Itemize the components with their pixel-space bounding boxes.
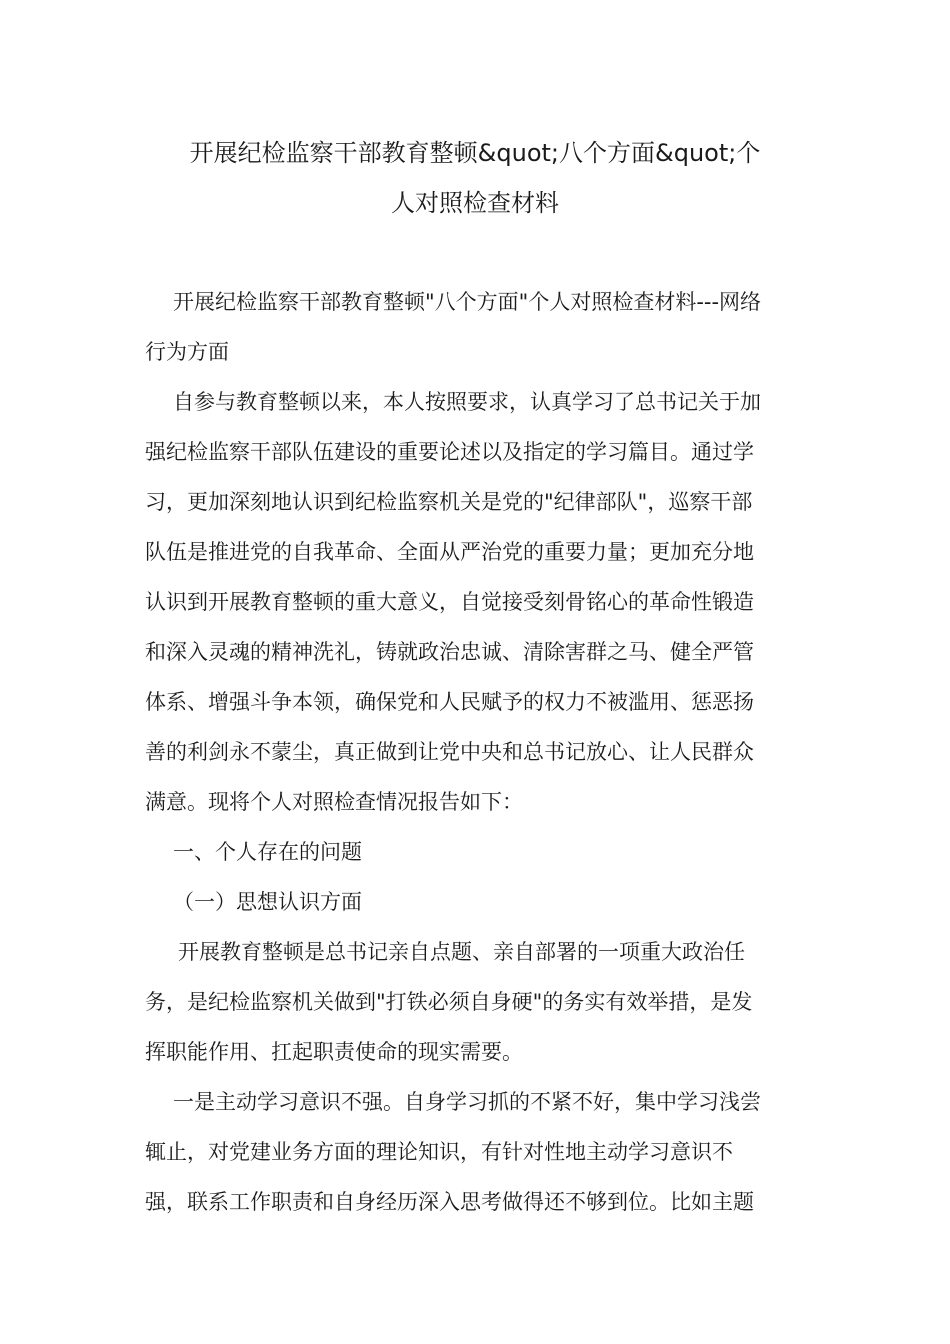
subsection-heading: （一）思想认识方面	[173, 890, 362, 914]
body-line: 善的利剑永不蒙尘，真正做到让党中央和总书记放心、让人民群众	[145, 740, 754, 764]
body-line: 辄止，对党建业务方面的理论知识，有针对性地主动学习意识不	[145, 1140, 733, 1164]
body-line: 强纪检监察干部队伍建设的重要论述以及指定的学习篇目。通过学	[145, 440, 754, 464]
body-line: 习，更加深刻地认识到纪检监察机关是党的"纪律部队"，巡察干部	[145, 490, 753, 514]
section-heading: 一、个人存在的问题	[173, 840, 362, 864]
body-line: 队伍是推进党的自我革命、全面从严治党的重要力量；更加充分地	[145, 540, 754, 564]
title-line-2: 人对照检查材料	[391, 189, 559, 217]
body-line: 自参与教育整顿以来，本人按照要求，认真学习了总书记关于加	[173, 390, 761, 414]
body-line: 和深入灵魂的精神洗礼，铸就政治忠诚、清除害群之马、健全严管	[145, 640, 754, 664]
document-body	[145, 277, 807, 1227]
body-line: 强，联系工作职责和自身经历深入思考做得还不够到位。比如主题	[145, 1190, 754, 1214]
body-line: 体系、增强斗争本领，确保党和人民赋予的权力不被滥用、惩恶扬	[145, 690, 754, 714]
body-line: 开展教育整顿是总书记亲自点题、亲自部署的一项重大政治任	[178, 940, 745, 964]
body-line: 认识到开展教育整顿的重大意义，自觉接受刻骨铭心的革命性锻造	[145, 590, 754, 614]
body-line: 开展纪检监察干部教育整顿"八个方面"个人对照检查材料---网络	[173, 290, 762, 314]
body-line: 挥职能作用、扛起职责使命的现实需要。	[145, 1040, 523, 1064]
body-line: 一是主动学习意识不强。自身学习抓的不紧不好，集中学习浅尝	[173, 1090, 761, 1114]
body-line: 务，是纪检监察机关做到"打铁必须自身硬"的务实有效举措，是发	[145, 990, 753, 1014]
body-line: 满意。现将个人对照检查情况报告如下：	[145, 790, 523, 814]
document-title	[145, 128, 805, 228]
body-line: 行为方面	[145, 340, 229, 364]
title-line-1: 开展纪检监察干部教育整顿&quot;八个方面&quot;个	[189, 139, 761, 167]
